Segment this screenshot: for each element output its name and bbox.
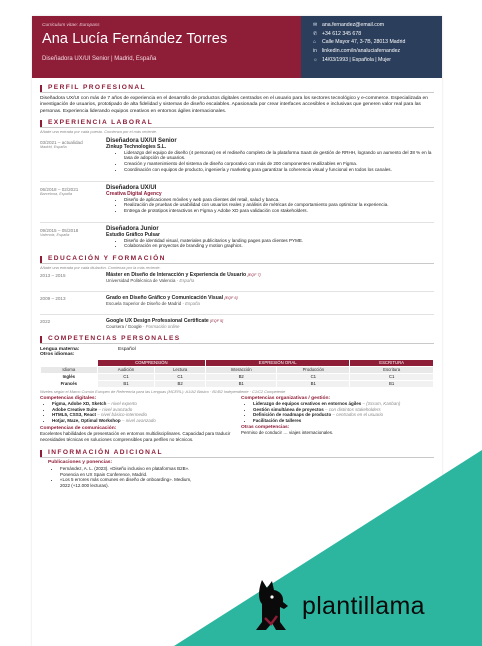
birthday-icon: ☼ <box>313 56 318 63</box>
list-item: • «Los 5 errores más comunes en diseño de onboarding». Medium, 2022 (+12.000 lecturas). <box>60 477 198 488</box>
table-column-header: Producción <box>277 366 350 373</box>
llama-icon <box>250 578 298 634</box>
eqf-level: [EQF 6] <box>224 295 238 300</box>
job-bullet: • Entrega de prototipos interactivos en Figma y Adobe XD para validación con stakeholders. <box>124 208 434 214</box>
job-place: Valencia, España <box>40 232 70 237</box>
list-item: • Fernández, A. L. (2023). «Diseño inclusivo en plataformas B2B». Ponencia en UX Spain Conference, Madrid. <box>60 466 198 477</box>
section-title-experience: EXPERIENCIA LABORAL <box>40 119 434 128</box>
list-item: • Definición de roadmaps de producto – centrados en el usuario <box>253 412 434 418</box>
digital-skills-title: Competencias digitales: <box>40 395 97 401</box>
contact-phone[interactable]: ✆ +34 612 345 678 <box>313 30 362 37</box>
eqf-level: [EQF 5] <box>210 318 224 323</box>
education-entry <box>40 295 434 306</box>
job-bullet: • Liderazgo del equipo de diseño (4 personas) en el rediseño completo de la plataforma SaaS de gestión de RRHH, logrando un aumento del 38 % en la tasa de adopción de usuarios. <box>124 150 434 161</box>
organizational-skills-list <box>241 401 434 424</box>
list-item: • Facilitación de talleres <box>253 418 434 424</box>
section-title-skills: COMPETENCIAS PERSONALES <box>40 335 434 344</box>
contact-linkedin[interactable]: in linkedin.com/in/analuciafernandez <box>313 48 401 55</box>
table-row: Inglés C1 C1 B2 C1 C1 <box>41 373 434 380</box>
job-role: Diseñadora UX/UI <box>106 184 157 191</box>
table-column-header: Lectura <box>155 366 206 373</box>
organizational-skills-title: Competencias organizativas / gestión: <box>241 395 331 401</box>
job-company: Zinkup Technologies S.L. <box>106 143 167 150</box>
education-institution: Escuela Superior de Diseño de Madrid · España <box>106 300 200 306</box>
section-title-education: EDUCACIÓN Y FORMACIÓN <box>40 255 434 264</box>
language-table <box>40 359 434 388</box>
profile-text: Diseñadora UX/UI con más de 7 años de experiencia en el desarrollo de productos digitales centrados en el usuario para los sectores tecnológico y e-commerce. Especializada en investigación de usuarios, prototipado de alta fidelidad y sistemas de diseño escalables. Apasionada por crear interfaces accesibles e inclusivas que generen valor real para las personas. Experiencia liderando equipos creativos en entornos ágiles internacionales. <box>40 96 428 114</box>
communication-skills-text: Excelentes habilidades de presentación en entornos multidisciplinares. Capacidad para traducir necesidades técnicas en soluciones comprensibles para perfiles no técnicos. <box>40 431 231 443</box>
job-bullet: • Creación y mantenimiento del sistema de diseño corporativo con más de 200 componentes reutilizables en Figma. <box>124 161 434 167</box>
list-item: • HTML5, CSS3, React – nivel básico-intermedio <box>52 412 233 418</box>
cv-type-label: Curriculum vitae: Europass <box>42 23 100 28</box>
education-title: Máster en Diseño de Interacción y Experiencia de Usuario [EQF 7] <box>106 271 261 278</box>
job-bullets <box>106 238 434 249</box>
job-company: Creativa Digital Agency <box>106 190 162 197</box>
section-title-additional: INFORMACIÓN ADICIONAL <box>40 449 434 458</box>
education-title: Google UX Design Professional Certificate [EQF 5] <box>106 317 224 324</box>
job-bullet: • Diseño de identidad visual, materiales publicitarios y landing pages para clientes PYME. <box>124 238 434 244</box>
education-dates: 2013 – 2015 <box>40 272 66 278</box>
list-item: • Figma, Adobe XD, Sketch – nivel experto <box>52 401 233 407</box>
list-item: • Adobe Creative Suite – nivel avanzado <box>52 407 233 413</box>
job-place: Madrid, España <box>40 144 67 149</box>
education-institution: Universidad Politécnica de Valencia · España <box>106 277 195 283</box>
contact-panel <box>301 16 442 78</box>
experience-note: Añade una entrada por cada puesto. Comienza por el más reciente. <box>40 128 158 134</box>
education-title: Grado en Diseño Gráfico y Comunicación Visual [EQF 6] <box>106 294 238 301</box>
list-item: • Liderazgo de equipos creativos en entornos ágiles – (Scrum, Kanban) <box>253 401 434 407</box>
job-dates: 09/2015 – 05/2018 Valencia, España <box>40 226 106 249</box>
table-group-header: COMPRENSIÓN <box>97 359 205 366</box>
mail-icon: ✉ <box>313 22 318 29</box>
job-dates: 03/2021 – actualidad Madrid, España <box>40 138 106 173</box>
table-column-header: Interacción <box>206 366 277 373</box>
table-column-header: Escritura <box>350 366 434 373</box>
education-dates: 2022 <box>40 318 51 324</box>
education-entry <box>40 318 434 329</box>
brand-name: plantillama <box>302 591 425 620</box>
job-subtitle: Diseñadora UX/UI Senior | Madrid, España <box>42 56 157 62</box>
job-role: Diseñadora Junior <box>106 225 159 232</box>
job-entry <box>40 138 434 173</box>
job-place: Barcelona, España <box>40 191 73 196</box>
linkedin-icon: in <box>313 48 317 55</box>
education-entry <box>40 272 434 283</box>
job-entry <box>40 185 434 214</box>
header-identity <box>32 16 301 78</box>
table-group-header: EXPRESIÓN ORAL <box>206 359 350 366</box>
job-bullets <box>106 150 434 173</box>
language-legend: Niveles según el Marco Común Europeo de Referencia para las Lenguas (MCERL): A1/A2 Básico · B1/B2 Independiente · C1/C2 Competente <box>40 388 286 394</box>
brand-logo[interactable] <box>250 578 425 634</box>
job-dates: 06/2018 – 02/2021 Barcelona, España <box>40 185 106 214</box>
phone-icon: ✆ <box>313 30 318 37</box>
job-bullet: • Realización de pruebas de usabilidad con usuarios reales y análisis de métricas de comportamiento para optimizar la experiencia. <box>124 202 434 208</box>
section-title-profile: PERFIL PROFESIONAL <box>40 84 434 93</box>
communication-skills-title: Competencias de comunicación: <box>40 426 117 432</box>
eqf-level: [EQF 7] <box>247 272 261 277</box>
publications-title: Publicaciones y ponencias: <box>48 459 113 465</box>
table-column-header: Idioma <box>41 366 98 373</box>
education-institution: Coursera / Google · Formación online <box>106 323 180 329</box>
education-note: Añade una entrada por cada titulación. Comienza por la más reciente. <box>40 264 161 270</box>
list-item: • Gestión simultánea de proyectos – con distintos stakeholders <box>253 407 434 413</box>
table-column-header: Audición <box>97 366 155 373</box>
skills-left-column <box>40 396 233 443</box>
job-role: Diseñadora UX/UI Senior <box>106 137 177 144</box>
table-row: Francés B1 B2 B1 B1 B1 <box>41 380 434 387</box>
education-dates: 2009 – 2013 <box>40 295 66 301</box>
full-name: Ana Lucía Fernández Torres <box>42 31 228 47</box>
other-languages-label: Otros idiomas: <box>40 351 75 357</box>
job-bullet: • Coordinación con equipos de producto, ingeniería y marketing para garantizar la coherencia visual y funcional en todos los canales. <box>124 167 434 173</box>
job-bullet: • Colaboración en proyectos de branding y motion graphics. <box>124 243 434 249</box>
other-skills-title: Otras competencias: <box>241 425 290 431</box>
skills-right-column <box>241 396 434 443</box>
contact-email[interactable]: ✉ ana.fernandez@email.com <box>313 22 385 29</box>
job-entry <box>40 226 434 249</box>
contact-personal: ☼ 14/03/1993 | Española | Mujer <box>313 56 392 63</box>
job-bullets <box>106 197 434 214</box>
table-group-header: ESCRITURA <box>350 359 434 366</box>
location-icon: ⌂ <box>313 39 317 46</box>
job-bullet: • Diseño de aplicaciones móviles y web para clientes del retail, salud y banca. <box>124 197 434 203</box>
mother-tongue: Lengua materna: Español <box>40 346 136 352</box>
contact-address: ⌂ Calle Mayor 47, 3-7B, 28013 Madrid <box>313 39 406 46</box>
skills-columns <box>40 396 434 443</box>
digital-skills-list <box>40 401 233 424</box>
list-item: • Hotjar, Maze, Optimal Workshop – nivel avanzado <box>52 418 233 424</box>
cv-header <box>32 16 442 78</box>
other-skills-text: Permiso de conducir … viajes internacionales. <box>241 430 334 436</box>
job-company: Estudio Gráfico Pulsar <box>106 231 160 238</box>
